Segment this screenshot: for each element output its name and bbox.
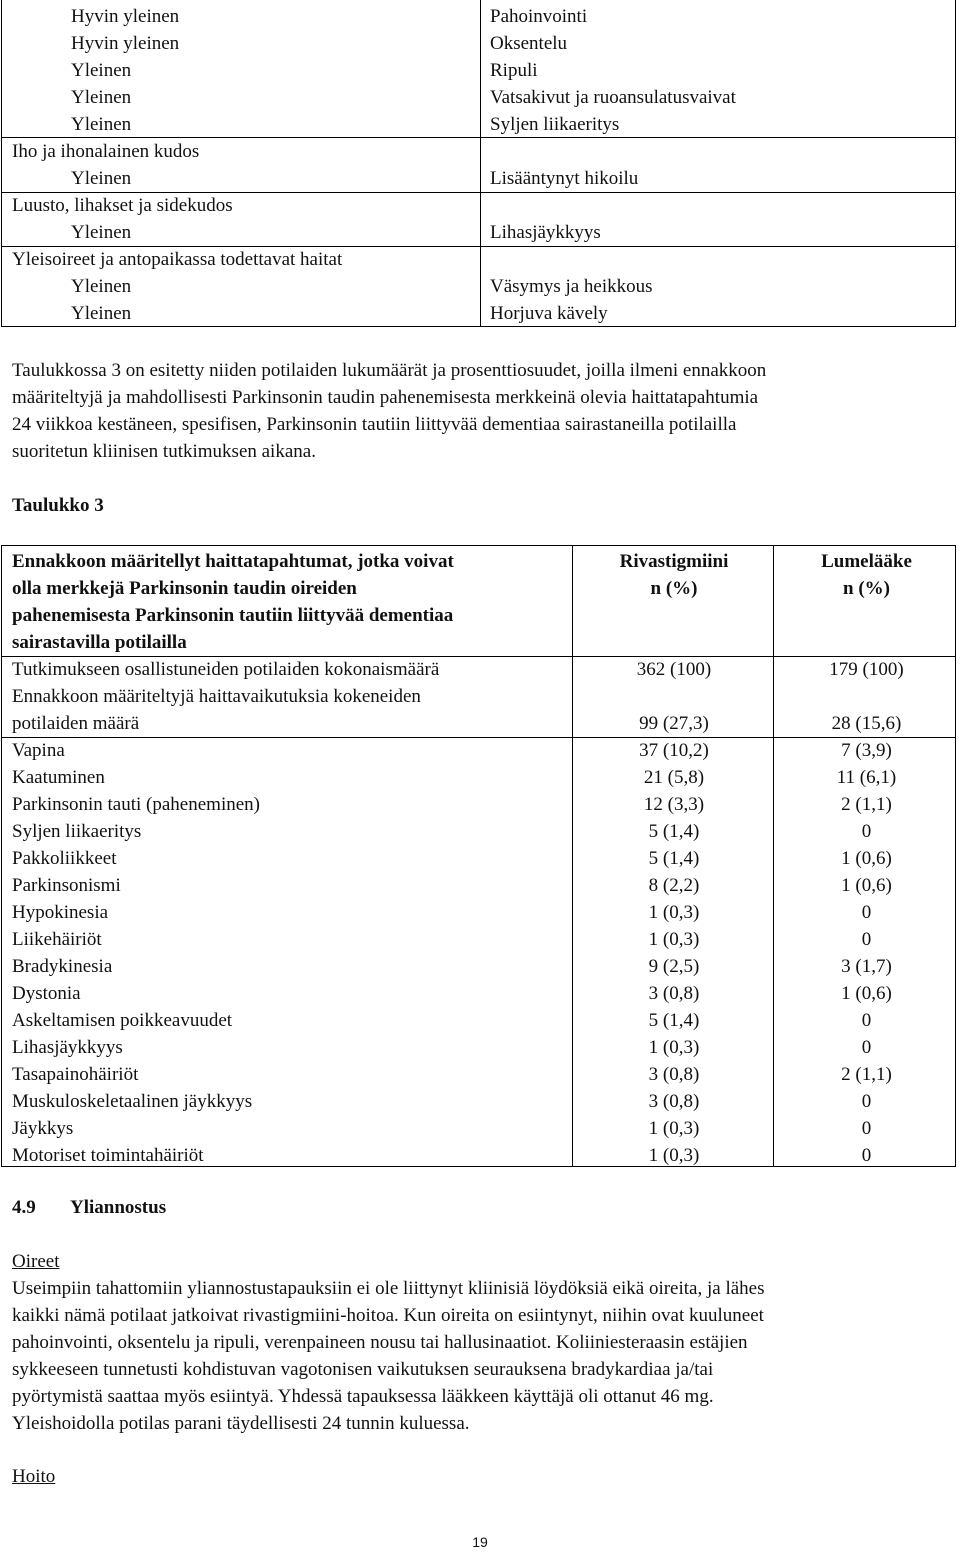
adverse-effect-cell <box>490 192 950 219</box>
adverse-effect-cell: Lisääntynyt hikoilu <box>490 168 639 189</box>
paragraph-line: suoritetun kliinisen tutkimuksen aikana. <box>12 441 316 462</box>
table-cell: 1 (0,3) <box>648 1145 700 1166</box>
table-row-label: Liikehäiriöt <box>12 929 102 950</box>
table-cell: 12 (3,3) <box>643 794 705 815</box>
table-row-label: Tasapainohäiriöt <box>12 1064 139 1085</box>
table-cell: 0 <box>861 929 872 950</box>
paragraph-line: määriteltyjä ja mahdollisesti Parkinsonin taudin pahenemisesta merkkeinä olevia haittatapahtumia <box>12 387 759 408</box>
adverse-effect-cell: Ripuli <box>490 60 538 81</box>
table-cell: 28 (15,6) <box>831 713 902 734</box>
adverse-effect-cell: Oksentelu <box>490 33 568 54</box>
table-cell: 5 (1,4) <box>648 1010 700 1031</box>
paragraph-line: pahoinvointi, oksentelu ja ripuli, verenpaineen nousu tai hallusinaatiot. Koliiniesteraasin estäjien <box>12 1332 748 1353</box>
paragraph-line: Taulukkossa 3 on esitetty niiden potilaiden lukumäärät ja prosenttiosuudet, joilla ilmeni ennakkoon <box>12 360 767 381</box>
section-number: 4.9 <box>12 1197 36 1218</box>
table-cell: 1 (0,6) <box>841 848 892 869</box>
intro-paragraph <box>12 357 952 465</box>
table-row-label: Ennakkoon määriteltyjä haittavaikutuksia kokeneiden <box>12 686 421 707</box>
adverse-effect-cell: Väsymys ja heikkous <box>490 276 653 297</box>
table-row-label: Lihasjäykkyys <box>12 1037 123 1058</box>
table-row-label: Kaatuminen <box>12 767 105 788</box>
table-cell: 179 (100) <box>829 659 904 680</box>
column-header: n (%) <box>650 578 698 599</box>
adverse-effect-cell: Lihasjäykkyys <box>490 222 601 243</box>
table-row-label: Bradykinesia <box>12 956 113 977</box>
table-cell: 3 (1,7) <box>841 956 892 977</box>
column-header: sairastavilla potilailla <box>12 632 187 653</box>
section-title: Yliannostus <box>70 1197 167 1218</box>
table-cell: 3 (0,8) <box>648 983 700 1004</box>
table-row-label: Muskuloskeletaalinen jäykkyys <box>12 1091 253 1112</box>
column-header: pahenemisesta Parkinsonin tautiin liittyvää dementiaa <box>12 605 454 626</box>
adverse-effects-table-continuation <box>1 0 956 327</box>
table-cell: 1 (0,6) <box>841 875 892 896</box>
frequency-cell: Yleinen <box>71 168 132 189</box>
page-number: 19 <box>472 1534 488 1550</box>
table-cell: 1 (0,3) <box>648 1037 700 1058</box>
placebo-column <box>775 548 958 1169</box>
frequency-cell: Yleinen <box>71 276 132 297</box>
table-cell: 1 (0,3) <box>648 1118 700 1139</box>
adverse-effect-cell <box>490 246 950 273</box>
frequency-cell: Hyvin yleinen <box>71 6 180 27</box>
subheading-text: Oireet <box>12 1251 60 1272</box>
adverse-effect-cell: Syljen liikaeritys <box>490 114 620 135</box>
column-header: Lumelääke <box>821 551 912 572</box>
table-cell: 3 (0,8) <box>648 1064 700 1085</box>
table-cell: 7 (3,9) <box>841 740 892 761</box>
spacer <box>775 629 958 656</box>
table-row-label: Tutkimukseen osallistuneiden potilaiden kokonaismäärä <box>12 659 440 680</box>
paragraph-line: kaikki nämä potilaat jatkoivat rivastigmiini-hoitoa. Kun oireita on esiintynyt, niihin ovat kuuluneet <box>12 1305 764 1326</box>
spacer <box>775 683 958 710</box>
paragraph-line: Useimpiin tahattomiin yliannostustapauksiin ei ole liittynyt kliinisiä löydöksiä eikä oireita, ja lähes <box>12 1278 765 1299</box>
paragraph-line: sykkeeseen tunnetusti kohdistuvan vagotonisen vaikutuksen seurauksena bradykardiaa ja/tai <box>12 1359 714 1380</box>
table-caption: Taulukko 3 <box>12 495 104 516</box>
table-row-label: Askeltamisen poikkeavuudet <box>12 1010 233 1031</box>
table-cell: 0 <box>861 902 872 923</box>
table-cell: 0 <box>861 821 872 842</box>
spacer <box>574 629 774 656</box>
organ-class-cell: Iho ja ihonalainen kudos <box>12 141 200 162</box>
frequency-cell: Yleinen <box>71 114 132 135</box>
table-row-label: Hypokinesia <box>12 902 109 923</box>
column-divider <box>572 546 573 1166</box>
treatment-subheading <box>12 1463 952 1490</box>
adverse-effect-cell: Horjuva kävely <box>490 303 608 324</box>
adverse-effect-cell: Pahoinvointi <box>490 6 588 27</box>
table-cell: 5 (1,4) <box>648 821 700 842</box>
spacer <box>775 602 958 629</box>
table-row-label: Vapina <box>12 740 65 761</box>
table-cell: 1 (0,6) <box>841 983 892 1004</box>
table-row-label: Syljen liikaeritys <box>12 821 142 842</box>
table-cell: 362 (100) <box>636 659 712 680</box>
adverse-effect-column <box>490 3 950 327</box>
frequency-column <box>12 3 472 327</box>
column-header: n (%) <box>843 578 890 599</box>
table-cell: 0 <box>861 1037 872 1058</box>
table-cell: 0 <box>861 1118 872 1139</box>
table-cell: 0 <box>861 1091 872 1112</box>
table-row-label: Dystonia <box>12 983 81 1004</box>
table-row-label: Jäykkys <box>12 1118 74 1139</box>
frequency-cell: Yleinen <box>71 303 132 324</box>
table-cell: 0 <box>861 1010 872 1031</box>
event-column <box>12 548 572 1169</box>
table-cell: 2 (1,1) <box>841 1064 892 1085</box>
table-cell: 37 (10,2) <box>639 740 709 761</box>
paragraph-line: 24 viikkoa kestäneen, spesifisen, Parkinsonin tautiin liittyvää dementiaa sairastaneilla potilailla <box>12 414 737 435</box>
table-cell: 99 (27,3) <box>639 713 709 734</box>
table-cell: 2 (1,1) <box>841 794 892 815</box>
table-cell: 0 <box>861 1145 872 1166</box>
paragraph-line: Yleishoidolla potilas parani täydellisesti 24 tunnin kuluessa. <box>12 1413 470 1434</box>
table-row-label: Motoriset toimintahäiriöt <box>12 1145 204 1166</box>
table-cell: 1 (0,3) <box>648 902 700 923</box>
table-cell: 3 (0,8) <box>648 1091 700 1112</box>
spacer <box>574 602 774 629</box>
section-heading <box>12 1194 166 1221</box>
frequency-cell: Yleinen <box>71 222 132 243</box>
table-row-label: Pakkoliikkeet <box>12 848 117 869</box>
frequency-cell: Yleinen <box>71 87 132 108</box>
rivastigmine-column <box>574 548 774 1169</box>
column-header: Ennakkoon määritellyt haittatapahtumat, jotka voivat <box>12 551 454 572</box>
table-cell: 11 (6,1) <box>836 767 897 788</box>
table-cell: 1 (0,3) <box>648 929 700 950</box>
table-cell: 9 (2,5) <box>648 956 700 977</box>
table-row-label: Parkinsonin tauti (paheneminen) <box>12 794 260 815</box>
adverse-effect-cell: Vatsakivut ja ruoansulatusvaivat <box>490 87 736 108</box>
table-cell: 21 (5,8) <box>643 767 705 788</box>
paragraph-line: pyörtymistä saattaa myös esiintyä. Yhdessä tapauksessa lääkkeen käyttäjä oli ottanut 46 mg. <box>12 1386 714 1407</box>
spacer <box>574 683 774 710</box>
organ-class-cell: Yleisoireet ja antopaikassa todettavat haitat <box>12 249 343 270</box>
adverse-effect-cell <box>490 138 950 165</box>
table-3 <box>1 545 956 1167</box>
symptoms-paragraph <box>12 1275 952 1437</box>
column-header: Rivastigmiini <box>619 551 729 572</box>
column-divider <box>480 0 481 326</box>
table-cell: 5 (1,4) <box>648 848 700 869</box>
subheading-text: Hoito <box>12 1466 56 1487</box>
frequency-cell: Hyvin yleinen <box>71 33 180 54</box>
table-row-label: Parkinsonismi <box>12 875 121 896</box>
table-cell: 8 (2,2) <box>648 875 700 896</box>
frequency-cell: Yleinen <box>71 60 132 81</box>
table-row-label: potilaiden määrä <box>12 713 140 734</box>
organ-class-cell: Luusto, lihakset ja sidekudos <box>12 195 233 216</box>
column-header: olla merkkejä Parkinsonin taudin oireiden <box>12 578 357 599</box>
symptoms-subheading <box>12 1248 952 1275</box>
